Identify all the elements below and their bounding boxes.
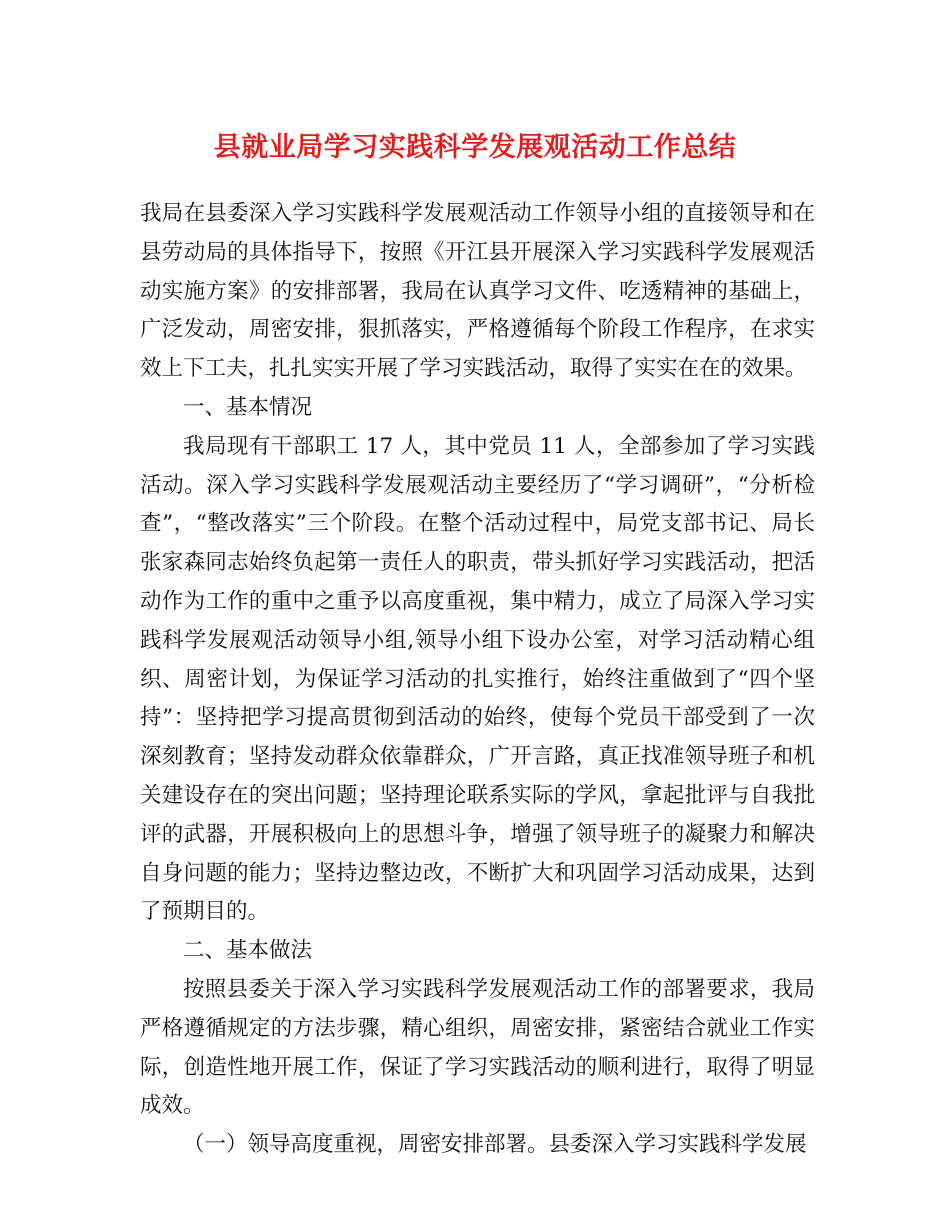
paragraph-basic-situation: 我局现有干部职工 17 人，其中党员 11 人，全部参加了学习实践活动。深入学习实践科学发展观活动主要经历了“学习调研”，“分析检查”，“整改落实”三个阶段。在整个活动过程中，局党支部书记、局长张家森同志始终负起第一责任人的职责，带头抓好学习实践活动，把活动作为工作的重中之重予以高度重视，集中精力，成立了局深入学习实践科学发展观活动领导小组,领导小组下设办公室，对学习活动精心组织、周密计划，为保证学习活动的扎实推行，始终注重做到了“四个坚持”：坚持把学习提高贯彻到活动的始终，使每个党员干部受到了一次深刻教育；坚持发动群众依靠群众，广开言路，真正找准领导班子和机关建设存在的突出问题；坚持理论联系实际的学风，拿起批评与自我批评的武器，开展积极向上的思想斗争，增强了领导班子的凝聚力和解决自身问题的能力；坚持边整边改，不断扩大和巩固学习活动成果，达到了预期目的。 (140, 433, 815, 925)
paragraph-intro: 我局在县委深入学习实践科学发展观活动工作领导小组的直接领导和在县劳动局的具体指导下，按照《开江县开展深入学习实践科学发展观活动实施方案》的安排部署，我局在认真学习文件、吃透精神的基础上，广泛发动，周密安排，狠抓落实，严格遵循每个阶段工作程序，在求实效上下工夫，扎扎实实开展了学习实践活动，取得了实实在在的效果。 (140, 201, 815, 382)
document-body (140, 195, 815, 1165)
document-title: 县就业局学习实践科学发展观活动工作总结 (213, 132, 737, 163)
paragraph-subsection-1: （一）领导高度重视，周密安排部署。县委深入学习实践科学发展 (183, 1132, 807, 1158)
section-heading-basic-methods: 二、基本做法 (183, 938, 313, 964)
section-heading-basic-situation: 一、基本情况 (183, 394, 313, 420)
paragraph-basic-methods: 按照县委关于深入学习实践科学发展观活动工作的部署要求，我局严格遵循规定的方法步骤，精心组织，周密安排，紧密结合就业工作实际，创造性地开展工作，保证了学习实践活动的顺利进行，取得了明显成效。 (140, 976, 815, 1119)
